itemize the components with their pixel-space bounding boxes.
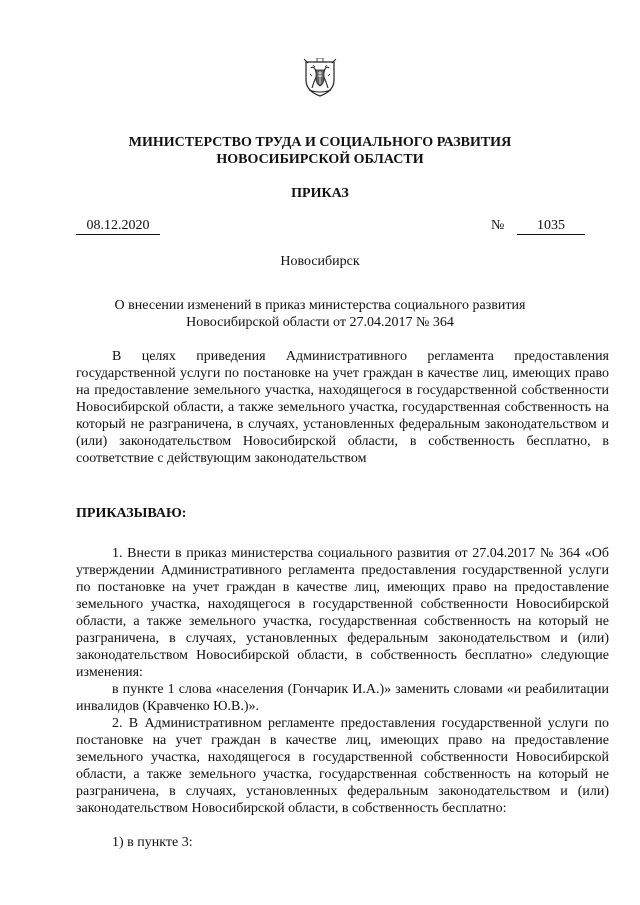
- clause-2-subitem-1: 1) в пункте 3:: [112, 835, 193, 850]
- ministry-name-line2: НОВОСИБИРСКОЙ ОБЛАСТИ: [216, 152, 424, 167]
- coat-of-arms-emblem: [303, 58, 337, 98]
- city-name: Новосибирск: [280, 254, 360, 269]
- preamble-paragraph: В целях приведения Административного регламента предоставления государственной услуги по постановке на учет граждан в качестве лиц, имеющих право на предоставление земельного участка, находящегося в государственной собственности Новосибирской области, а также земельного участка, государственная собственность на который не разграничена, в случаях, установленных федеральным законодательством и (или) законодательством Новосибирской области, в собственность бесплатно, в соответствие с действующим законодательством: [76, 349, 609, 466]
- order-subject: [60, 297, 580, 331]
- subject-line2: Новосибирской области от 27.04.2017 № 364: [186, 315, 454, 330]
- order-keyword: ПРИКАЗЫВАЮ:: [76, 506, 187, 521]
- clause-1-amendment: в пункте 1 слова «населения (Гончарик И.А.)» заменить словами «и реабилитации инвалидов (Кравченко Ю.В.)».: [76, 682, 609, 714]
- order-number: 1035: [517, 217, 585, 235]
- order-date: 08.12.2020: [76, 217, 160, 235]
- subject-line1: О внесении изменений в приказ министерства социального развития: [114, 298, 526, 313]
- document-type: ПРИКАЗ: [291, 186, 349, 201]
- clause-1-paragraph: 1. Внести в приказ министерства социального развития от 27.04.2017 № 364 «Об утверждении Административного регламента предоставления государственной услуги по постановке на учет граждан в качестве лиц, имеющих право на предоставление земельного участка, находящегося в государственной собственности Новосибирской области, а также земельного участка, государственная собственность на который не разграничена, в случаях, установленных федеральным законодательством и (или) законодательством Новосибирской области, в собственность бесплатно» следующие изменения:: [76, 546, 609, 680]
- order-number-block: [491, 217, 585, 235]
- ministry-name-line1: МИНИСТЕРСТВО ТРУДА И СОЦИАЛЬНОГО РАЗВИТИЯ: [128, 135, 512, 150]
- number-sign: №: [491, 218, 505, 233]
- clause-2-paragraph: 2. В Административном регламенте предоставления государственной услуги по постановке на учет граждан в качестве лиц, имеющих право на предоставление земельного участка, находящегося в государственной собственности Новосибирской области, а также земельного участка, государственная собственность на который не разграничена, в случаях, установленных федеральным законодательством и (или) законодательством Новосибирской области, в собственность бесплатно:: [76, 716, 609, 816]
- ministry-name: [60, 134, 580, 168]
